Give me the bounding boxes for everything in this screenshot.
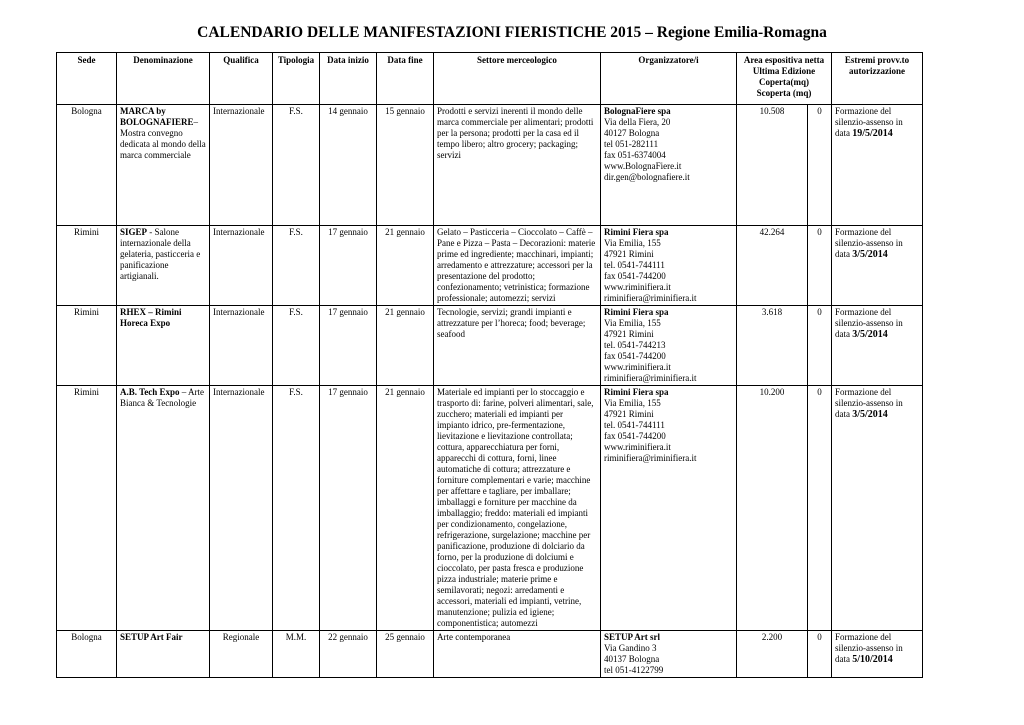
organizer-line: 40127 Bologna xyxy=(604,128,660,138)
event-name: MARCA by BOLOGNAFIERE xyxy=(120,106,194,127)
cell-settore: Gelato – Pasticceria – Cioccolato – Caffè – Pane e Pizza – Pasta – Decorazioni: materie prime ed ingrediente; macchinari, impianti; arredamento e attrezzature; accessori per la presentazione del prodotto; confezionamento; vetrinistica; formazione professionale; automezzi; servizi xyxy=(434,226,601,306)
organizer-name: Rimini Fiera spa xyxy=(604,227,669,237)
cell-qualifica: Internazionale xyxy=(210,386,273,631)
cell-organizzatore xyxy=(601,105,737,226)
organizer-line: fax 0541-744200 xyxy=(604,271,666,281)
estremi-text: Formazione del silenzio-assenso in data xyxy=(835,307,903,339)
organizer-line: Via Emilia, 155 xyxy=(604,398,661,408)
organizer-line: www.riminifiera.it xyxy=(604,282,671,292)
header-area-line3: Coperta(mq) xyxy=(759,77,809,87)
cell-estremi xyxy=(832,631,923,678)
fair-calendar-table xyxy=(56,52,923,678)
organizer-line: tel 051-282111 xyxy=(604,139,659,149)
cell-sede: Rimini xyxy=(57,306,117,386)
cell-data-fine: 21 gennaio xyxy=(377,386,434,631)
cell-denominazione xyxy=(117,631,210,678)
organizer-line: tel. 0541-744111 xyxy=(604,260,665,270)
header-sede: Sede xyxy=(57,53,117,105)
organizer-line: dir.gen@bolognafiere.it xyxy=(604,172,690,182)
header-estremi-line2: autorizzazione xyxy=(849,66,905,76)
estremi-text: Formazione del silenzio-assenso in data xyxy=(835,387,903,419)
cell-settore: Arte contemporanea xyxy=(434,631,601,678)
organizer-name: SETUP Art srl xyxy=(604,632,661,642)
event-name: RHEX – Rimini Horeca Expo xyxy=(120,307,182,328)
cell-settore: Prodotti e servizi inerenti il mondo delle marca commerciale per alimentari; prodotti per la persona; prodotti per la casa ed il tempo libero; altro grocery; packaging; servizi xyxy=(434,105,601,226)
cell-data-fine: 15 gennaio xyxy=(377,105,434,226)
header-estremi-line1: Estremi provv.to xyxy=(844,55,910,65)
organizer-name: Rimini Fiera spa xyxy=(604,387,669,397)
cell-data-fine: 21 gennaio xyxy=(377,306,434,386)
cell-denominazione xyxy=(117,386,210,631)
organizer-line: riminifiera@riminifiera.it xyxy=(604,453,697,463)
cell-organizzatore xyxy=(601,631,737,678)
event-name: SIGEP xyxy=(120,227,148,237)
cell-qualifica: Internazionale xyxy=(210,226,273,306)
header-area-line2: Ultima Edizione xyxy=(752,66,816,76)
cell-tipologia: F.S. xyxy=(273,386,320,631)
organizer-name: BolognaFiere spa xyxy=(604,106,671,116)
organizer-line: fax 0541-744200 xyxy=(604,351,666,361)
organizer-line: fax 0541-744200 xyxy=(604,431,666,441)
table-row xyxy=(57,306,923,386)
header-estremi xyxy=(832,53,923,105)
cell-settore: Tecnologie, servizi; grandi impianti e attrezzature per l’horeca; food; beverage; seafood xyxy=(434,306,601,386)
organizer-line: www.BolognaFiere.it xyxy=(604,161,682,171)
cell-estremi xyxy=(832,105,923,226)
cell-estremi xyxy=(832,386,923,631)
header-settore: Settore merceologico xyxy=(434,53,601,105)
cell-data-fine: 25 gennaio xyxy=(377,631,434,678)
header-organizzatore: Organizzatore/i xyxy=(601,53,737,105)
organizer-line: 47921 Rimini xyxy=(604,409,654,419)
cell-organizzatore xyxy=(601,386,737,631)
header-row xyxy=(57,53,923,105)
organizer-line: Via Emilia, 155 xyxy=(604,318,661,328)
estremi-date: 5/10/2014 xyxy=(852,654,893,665)
cell-area-scoperta: 0 xyxy=(808,631,832,678)
organizer-line: Via Emilia, 155 xyxy=(604,238,661,248)
organizer-line: www.riminifiera.it xyxy=(604,362,671,372)
cell-area-coperta: 10.200 xyxy=(737,386,808,631)
cell-area-scoperta: 0 xyxy=(808,306,832,386)
cell-data-inizio: 17 gennaio xyxy=(320,226,377,306)
cell-denominazione xyxy=(117,105,210,226)
header-data-inizio: Data inizio xyxy=(320,53,377,105)
cell-data-fine: 21 gennaio xyxy=(377,226,434,306)
organizer-line: riminifiera@riminifiera.it xyxy=(604,373,697,383)
estremi-date: 3/5/2014 xyxy=(852,249,888,260)
cell-area-scoperta: 0 xyxy=(808,226,832,306)
header-denominazione: Denominazione xyxy=(117,53,210,105)
cell-area-scoperta: 0 xyxy=(808,386,832,631)
organizer-line: fax 051-6374004 xyxy=(604,150,666,160)
organizer-name: Rimini Fiera spa xyxy=(604,307,669,317)
organizer-line: 47921 Rimini xyxy=(604,329,654,339)
cell-organizzatore xyxy=(601,306,737,386)
cell-data-inizio: 17 gennaio xyxy=(320,386,377,631)
organizer-line: 40137 Bologna xyxy=(604,654,660,664)
cell-sede: Bologna xyxy=(57,105,117,226)
cell-tipologia: F.S. xyxy=(273,226,320,306)
organizer-line: 47921 Rimini xyxy=(604,249,654,259)
organizer-line: Via Gandino 3 xyxy=(604,643,657,653)
organizer-line: www.riminifiera.it xyxy=(604,442,671,452)
event-description: - Salone internazionale della gelateria, pasticceria e panificazione artigianali. xyxy=(120,227,201,281)
header-tipologia: Tipologia xyxy=(273,53,320,105)
cell-area-coperta: 3.618 xyxy=(737,306,808,386)
cell-qualifica: Internazionale xyxy=(210,105,273,226)
cell-qualifica: Regionale xyxy=(210,631,273,678)
cell-sede: Rimini xyxy=(57,226,117,306)
cell-area-coperta: 2.200 xyxy=(737,631,808,678)
cell-area-coperta: 10.508 xyxy=(737,105,808,226)
estremi-text: Formazione del silenzio-assenso in data xyxy=(835,227,903,259)
event-description: – Mostra convegno dedicata al mondo della marca commerciale xyxy=(120,117,206,160)
cell-estremi xyxy=(832,306,923,386)
cell-organizzatore xyxy=(601,226,737,306)
estremi-text: Formazione del silenzio-assenso in data xyxy=(835,632,903,664)
estremi-date: 19/5/2014 xyxy=(852,128,893,139)
cell-tipologia: M.M. xyxy=(273,631,320,678)
table-row xyxy=(57,226,923,306)
organizer-line: tel. 0541-744111 xyxy=(604,420,665,430)
header-area-line1: Area espositiva netta xyxy=(743,55,825,65)
cell-denominazione xyxy=(117,306,210,386)
estremi-text: Formazione del silenzio-assenso in data xyxy=(835,106,903,138)
document-title: CALENDARIO DELLE MANIFESTAZIONI FIERISTICHE 2015 – Regione Emilia-Romagna xyxy=(197,24,827,41)
cell-sede: Bologna xyxy=(57,631,117,678)
cell-tipologia: F.S. xyxy=(273,105,320,226)
cell-estremi xyxy=(832,226,923,306)
organizer-line: Via della Fiera, 20 xyxy=(604,117,671,127)
table-row xyxy=(57,631,923,678)
estremi-date: 3/5/2014 xyxy=(852,329,888,340)
cell-tipologia: F.S. xyxy=(273,306,320,386)
organizer-line: tel 051-4122799 xyxy=(604,665,664,675)
cell-area-coperta: 42.264 xyxy=(737,226,808,306)
event-description: – Arte Bianca & Tecnologie xyxy=(120,387,205,408)
header-area xyxy=(737,53,832,105)
cell-data-inizio: 22 gennaio xyxy=(320,631,377,678)
cell-data-inizio: 17 gennaio xyxy=(320,306,377,386)
table-row xyxy=(57,105,923,226)
cell-denominazione xyxy=(117,226,210,306)
header-qualifica: Qualifica xyxy=(210,53,273,105)
cell-settore: Materiale ed impianti per lo stoccaggio e trasporto di: farine, polveri alimentari, sale, zucchero; materiali ed impianti per impianto idrico, pre-fermentazione, lievitazione e lievitazione controllata; cottura, apparecchiatura per forni, apparecchi di cottura, forni, linee automatiche di cottura; attrezzature e forniture complementari e varie; macchine per affettare e tagliare, per imballare; imballaggi e forniture per macchine da imballaggio; freddo: materiali ed impianti per condizionamento, congelazione, refrigerazione, surgelazione; macchine per panificazione, produzione di dolciario da forno, per la produzione di dolciumi e cioccolato, per pasta fresca e produzione pizza industriale; materie prime e semilavorati; negozi: arredamenti e accessori, materiali ed impianti, vetrine, manutenzione; pulizia ed igiene; componentistica; automezzi xyxy=(434,386,601,631)
event-name: SETUP Art Fair xyxy=(120,632,183,642)
table-row xyxy=(57,386,923,631)
cell-area-scoperta: 0 xyxy=(808,105,832,226)
cell-sede: Rimini xyxy=(57,386,117,631)
header-area-line4: Scoperta (mq) xyxy=(756,88,812,98)
estremi-date: 3/5/2014 xyxy=(852,409,888,420)
organizer-line: riminifiera@riminifiera.it xyxy=(604,293,697,303)
cell-data-inizio: 14 gennaio xyxy=(320,105,377,226)
header-data-fine: Data fine xyxy=(377,53,434,105)
organizer-line: tel. 0541-744213 xyxy=(604,340,666,350)
cell-qualifica: Internazionale xyxy=(210,306,273,386)
event-name: A.B. Tech Expo xyxy=(120,387,180,397)
